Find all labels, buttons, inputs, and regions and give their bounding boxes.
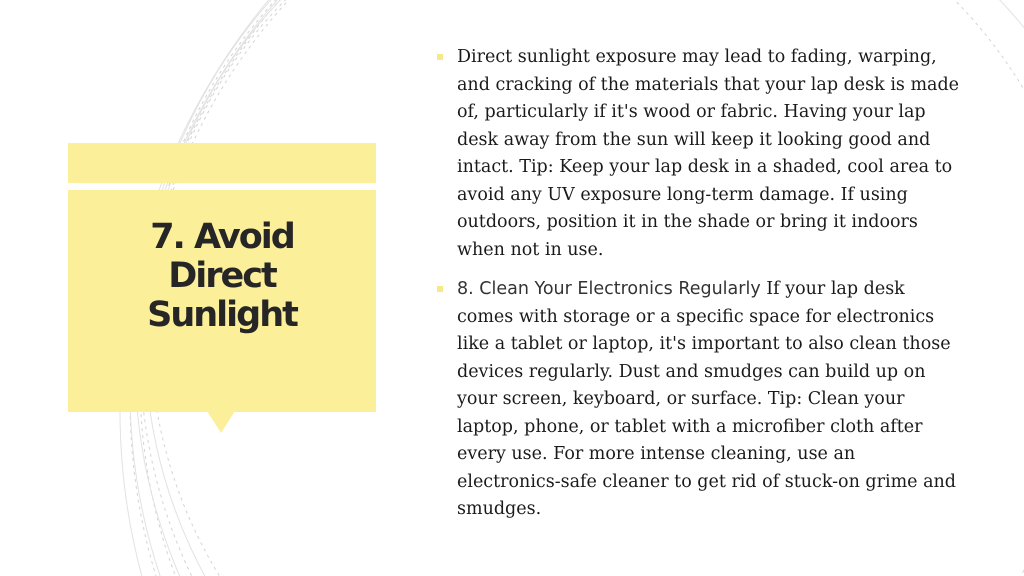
bullet-list	[436, 44, 961, 524]
bullet-text: If your lap desk comes with storage or a specific space for electronics like a tablet or laptop, it's important to also clean those devices regularly. Dust and smudges can build up on your screen, keyboard, or surface. Tip: Clean your laptop, phone, or tablet with a microfiber cloth after every use. For more intense cleaning, use an electronics-safe cleaner to get rid of stuck-on grime and smudges.	[457, 279, 956, 519]
slide-title-line-3: Sunlight	[147, 295, 297, 335]
slide-title	[68, 218, 376, 335]
bullet-item	[436, 44, 961, 264]
bullet-lead: 8. Clean Your Electronics Regularly	[457, 279, 761, 299]
bullet-square-icon	[437, 54, 443, 60]
title-card-pointer	[207, 411, 235, 433]
bullet-text: Direct sunlight exposure may lead to fading, warping, and cracking of the materials that your lap desk is made of, particularly if it's wood or fabric. Having your lap desk away from the sun will keep it looking good and intact. Tip: Keep your lap desk in a shaded, cool area to avoid any UV exposure long-term damage. If using outdoors, position it in the shade or bring it indoors when not in use.	[457, 47, 960, 260]
bullet-paragraph	[457, 276, 961, 524]
bullet-item	[436, 276, 961, 524]
title-accent-bar	[68, 143, 376, 183]
bullet-square-icon	[437, 286, 443, 292]
slide-title-line-2: Direct	[168, 256, 276, 296]
slide-title-line-1: 7. Avoid	[150, 217, 294, 257]
bullet-paragraph	[457, 44, 961, 264]
